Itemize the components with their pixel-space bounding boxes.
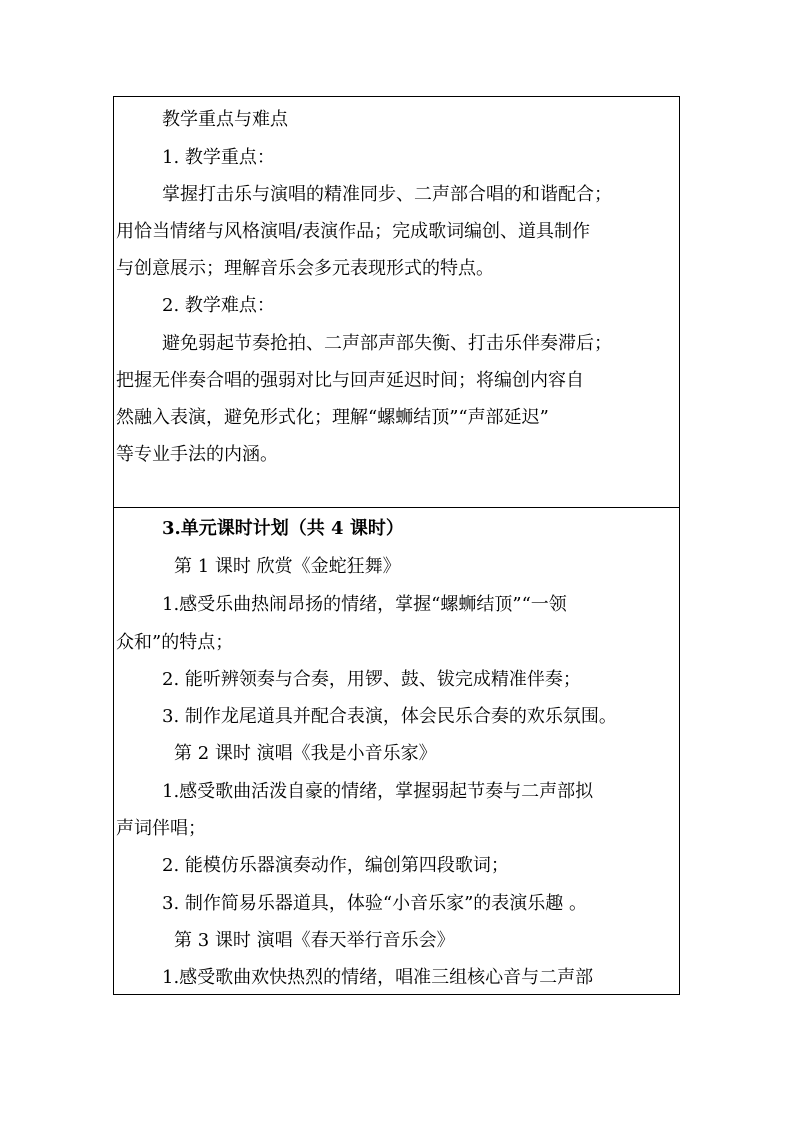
key-points-line: 与创意展示；理解音乐会多元表现形式的特点。 bbox=[116, 258, 494, 279]
difficulties-line: 等专业手法的内涵。 bbox=[116, 444, 278, 465]
lesson-1-line: 3. 制作龙尾道具并配合表演，体会民乐合奏的欢乐氛围。 bbox=[162, 706, 617, 727]
key-points-line: 掌握打击乐与演唱的精准同步、二声部合唱的和谐配合； bbox=[162, 184, 612, 205]
difficulties-line: 把握无伴奏合唱的强弱对比与回声延迟时间；将编创内容自 bbox=[116, 370, 584, 391]
key-points-line: 用恰当情绪与风格演唱/表演作品；完成歌词编创、道具制作 bbox=[116, 221, 591, 242]
lesson-1-title: 第 1 课时 欣赏《金蛇狂舞》 bbox=[174, 556, 401, 577]
difficulties-line: 然融入表演，避免形式化；理解“螺蛳结顶”“声部延迟” bbox=[116, 407, 549, 428]
lesson-2-line: 2. 能模仿乐器演奏动作，编创第四段歌词； bbox=[162, 855, 509, 876]
lesson-1-line: 1.感受乐曲热闹昂扬的情绪，掌握“螺蛳结顶”“一领 bbox=[162, 594, 567, 615]
key-points-heading: 教学重点与难点 bbox=[162, 109, 288, 130]
lesson-plan-heading: 3.单元课时计划（共 4 课时） bbox=[162, 518, 404, 539]
lesson-3-line: 1.感受歌曲欢快热烈的情绪，唱准三组核心音与二声部 bbox=[162, 967, 594, 988]
key-points-title: 1. 教学重点： bbox=[162, 147, 275, 168]
lesson-2-title: 第 2 课时 演唱《我是小音乐家》 bbox=[174, 743, 437, 764]
lesson-2-line: 1.感受歌曲活泼自豪的情绪，掌握弱起节奏与二声部拟 bbox=[162, 781, 594, 802]
lesson-2-line: 3. 制作简易乐器道具，体验“小音乐家”的表演乐趣 。 bbox=[162, 893, 588, 914]
difficulties-line: 避免弱起节奏抢拍、二声部声部失衡、打击乐伴奏滞后； bbox=[162, 333, 612, 354]
lesson-1-line: 2. 能听辨领奏与合奏，用锣、鼓、钹完成精准伴奏； bbox=[162, 669, 581, 690]
lesson-2-line: 声词伴唱； bbox=[116, 818, 206, 839]
difficulties-title: 2. 教学难点： bbox=[162, 295, 275, 316]
lesson-1-line: 众和”的特点； bbox=[116, 632, 234, 653]
lesson-3-title: 第 3 课时 演唱《春天举行音乐会》 bbox=[174, 930, 455, 951]
